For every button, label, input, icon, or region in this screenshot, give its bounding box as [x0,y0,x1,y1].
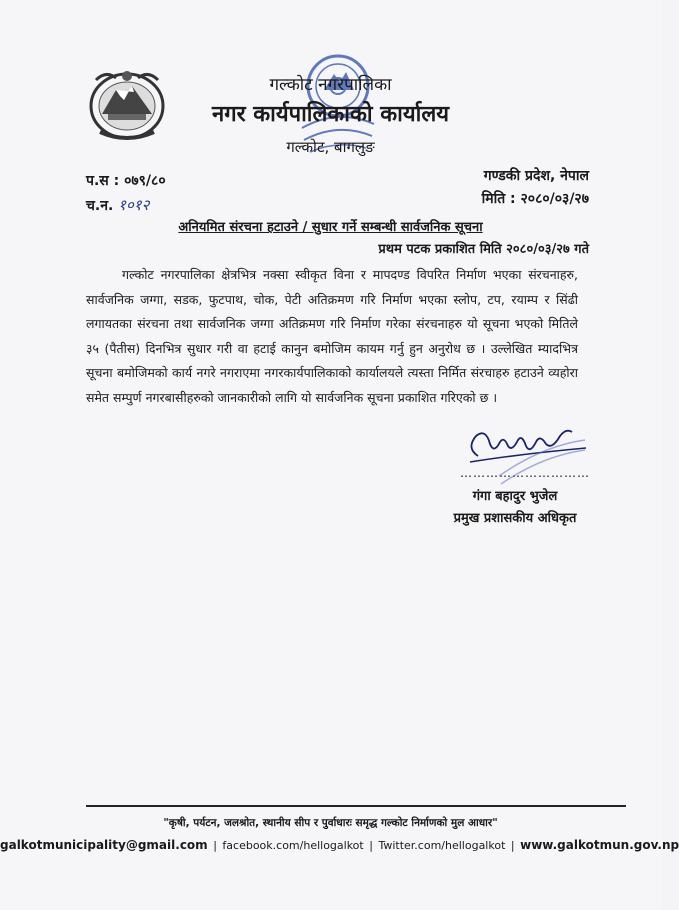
signature-line: ………………………… [460,466,590,480]
notice-body: गल्कोट नगरपालिका क्षेत्रभित्र नक्सा स्वीकृत विना र मापदण्ड विपरित निर्माण भएका संरचनाहरु, सार्वजनिक जग्गा, सडक, फुटपाथ, चोक, पेटी अतिक्रमण गरि निर्माण भएका स्लोप, टप, रयाम्प र सिंढी लगायतका संरचना तथा सार्वजनिक जग्गा अतिक्रमण गरि निर्माण गरेका संरचनाहरु यो सूचना भएको मितिले ३५ (पैतीस) दिनभित्र सुधार गरी वा हटाई कानुन बमोजिम कायम गर्नु हुन अनुरोध छ । उल्लेखित म्यादभित्र सूचना बमोजिमको कार्य नगरे नगराएमा नगरकार्यपालिकाको कार्यालयले त्यस्ता निर्मित संरचाहरु हटाउने व्यहोरा समेत सम्पुर्ण नगरबासीहरुको जानकारीको लागि यो सार्वजनिक सूचना प्रकाशित गरिएको छ । [86,267,578,405]
letter-number: प.स : ०७९/८० [86,173,166,189]
municipality-name: गल्कोट नगरपालिका [269,75,392,95]
footer-website[interactable]: www.galkotmun.gov.np [520,838,679,852]
dispatch-number-label: च.न. [86,198,114,214]
designation-stamp-icon [497,436,587,486]
footer-contacts [0,838,679,852]
separator: | [369,839,373,852]
signatory-name: गंगा बहादुर भुजेल [472,489,558,504]
office-name: नगर कार्यपालिकाको कार्यालय [212,102,449,127]
letter-date: मिति : २०८०/०३/२७ [481,191,589,207]
dispatch-number [86,195,149,215]
office-location: गल्कोट, बागलुङ [286,138,375,156]
signatory-title: प्रमुख प्रशासकीय अधिकृत [453,511,577,526]
published-date: प्रथम पटक प्रकाशित मिति २०८०/०३/२७ गते [378,242,589,257]
dispatch-number-value: १०१२ [118,196,150,214]
footer-motto: "कृषी, पर्यटन, जलश्रोत, स्थानीय सीप र पुर्वाधारः समृद्ध गल्कोट निर्माणको मुल आधार" [163,817,498,829]
province: गण्डकी प्रदेश, नेपाल [483,168,589,184]
separator: | [510,839,515,852]
notice-subject: अनियमित संरचना हटाउने / सुधार गर्ने सम्बन्धी सार्वजनिक सूचना [178,220,483,235]
footer-divider [86,805,626,807]
footer-facebook[interactable]: facebook.com/hellogalkot [222,839,364,852]
footer-twitter[interactable]: Twitter.com/hellogalkot [378,839,506,852]
separator: | [213,839,217,852]
footer-email[interactable]: galkotmunicipality@gmail.com [0,838,208,852]
